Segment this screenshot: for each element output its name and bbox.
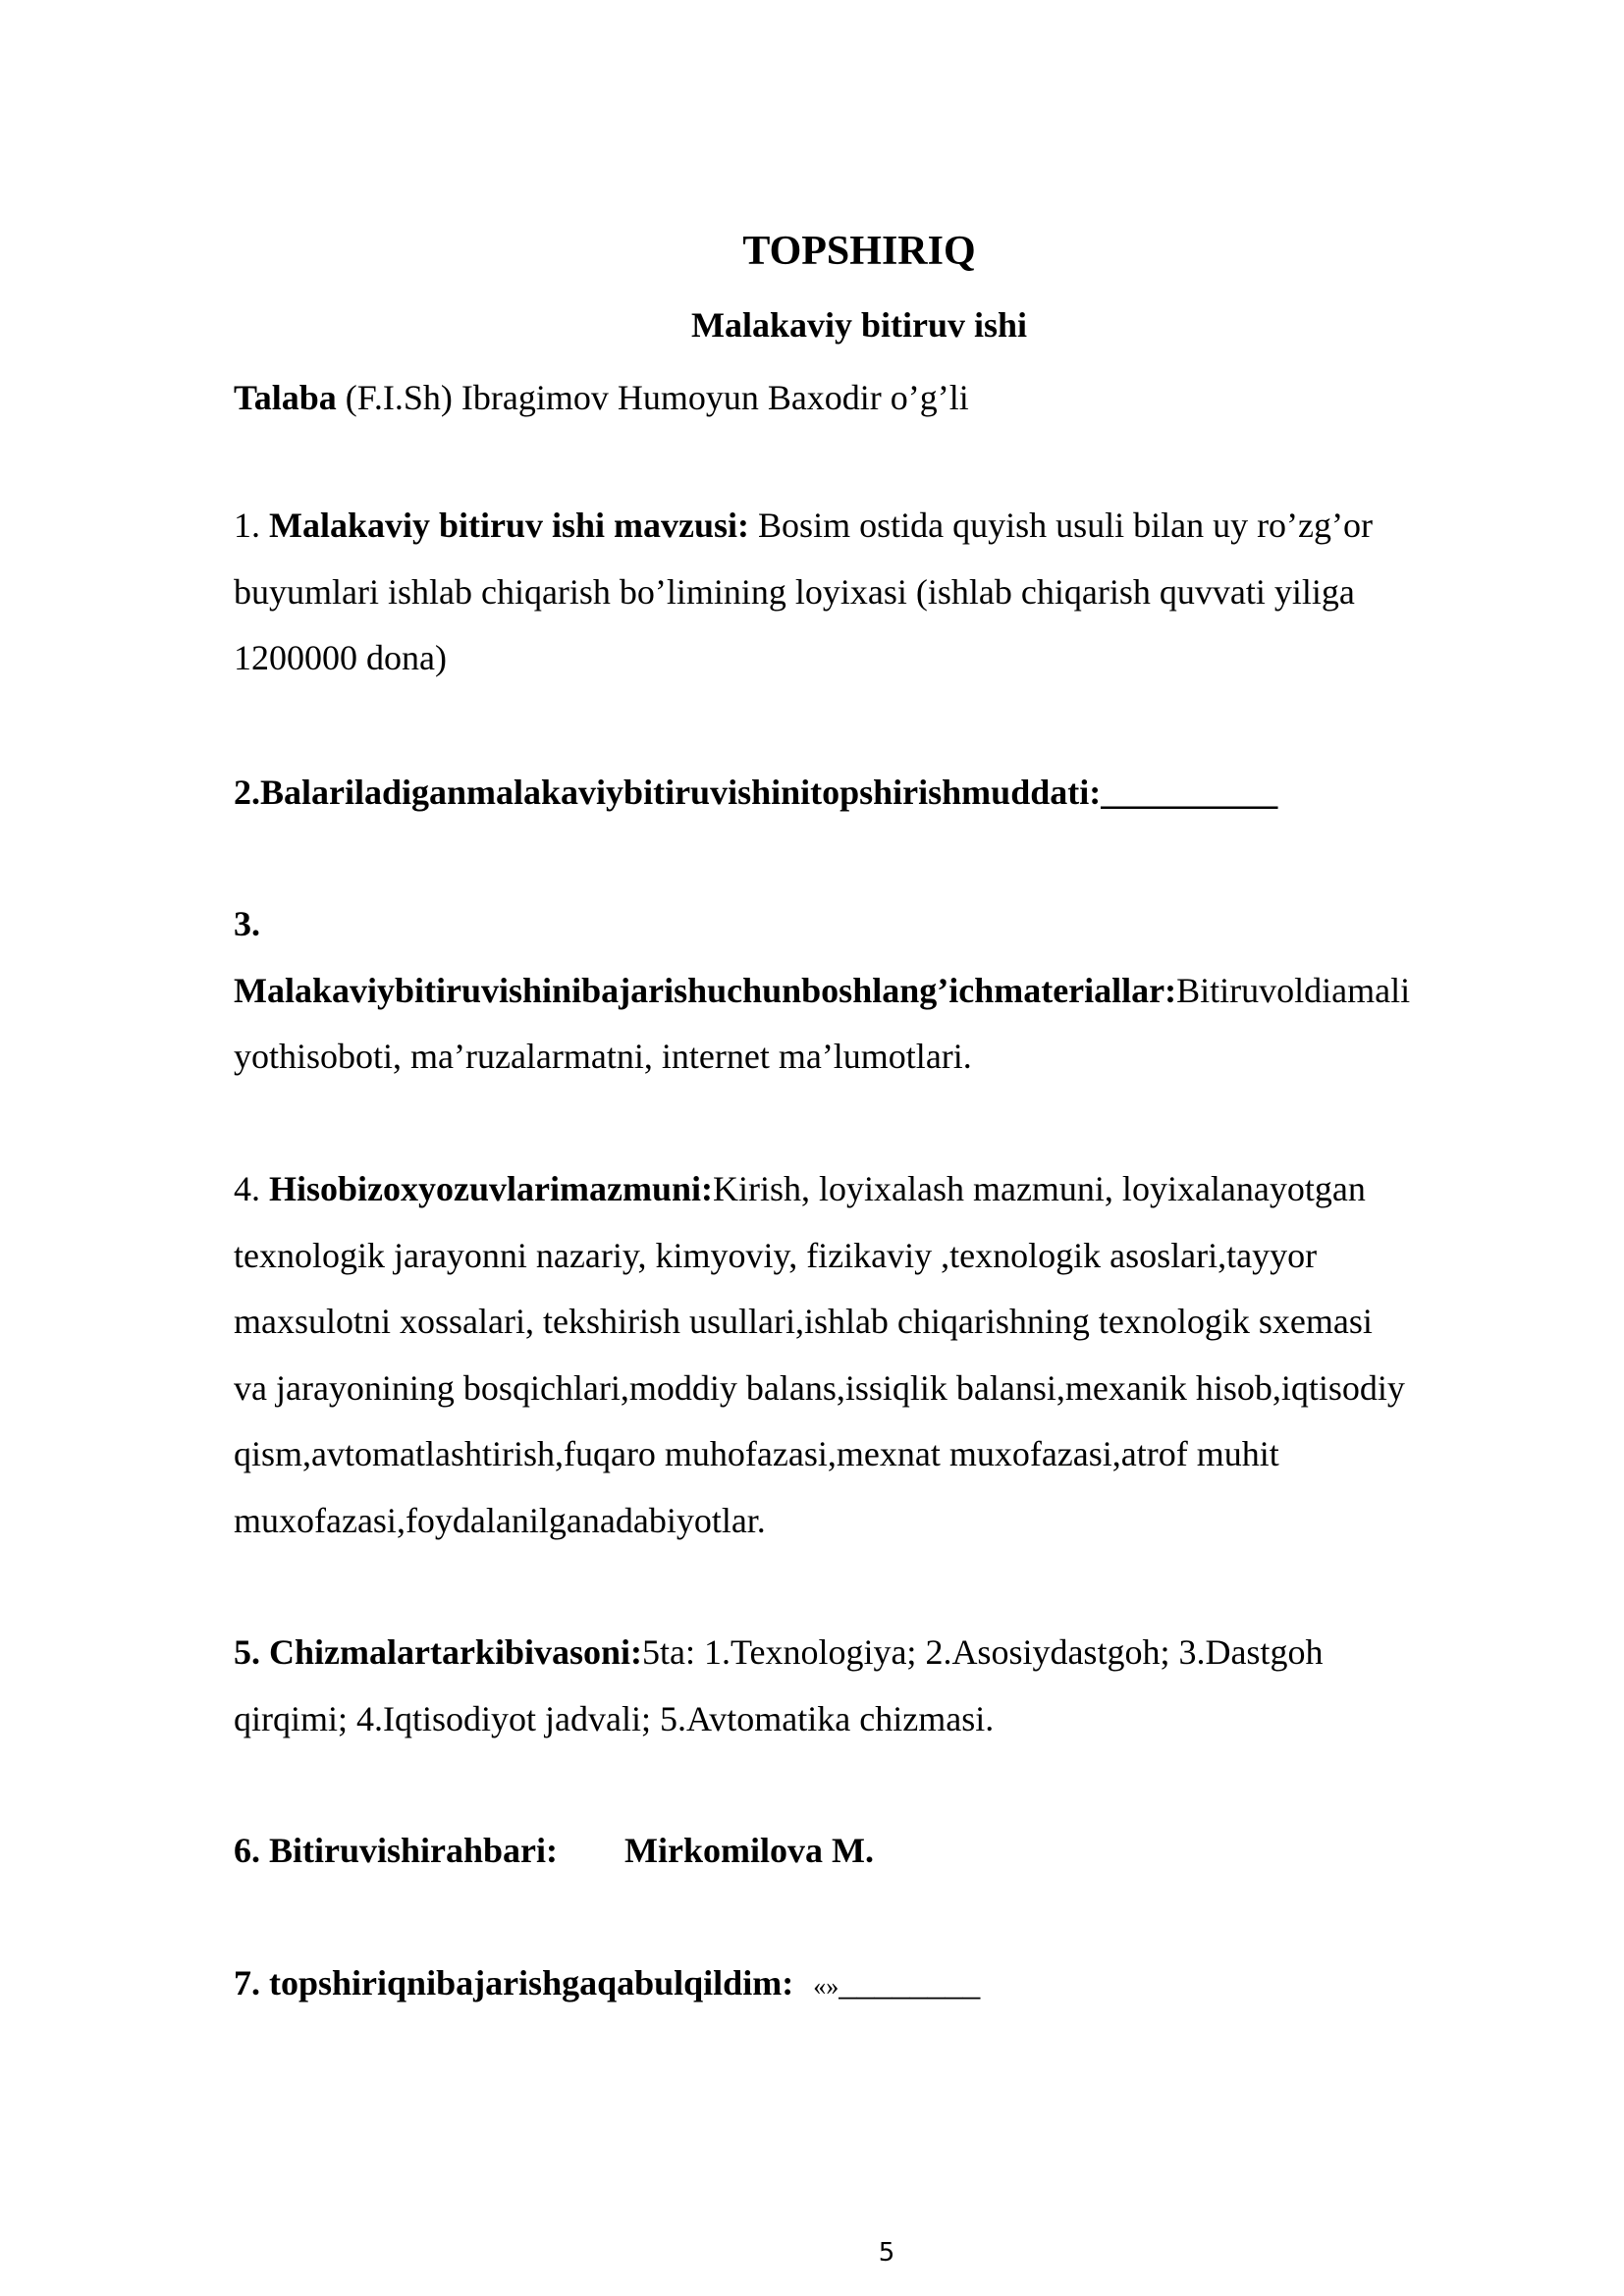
item-supervisor (234, 1818, 1530, 1885)
item-drawings-line1: 5ta: 1.Texnologiya; 2.Asosiydastgoh; 3.Dastgoh (642, 1632, 1324, 1672)
student-line (234, 365, 1530, 432)
page-title: TOPSHIRIQ (742, 229, 976, 274)
item-supervisor-label: 6. Bitiruvishirahbari: (234, 1831, 559, 1870)
item-deadline-label: .Balariladiganmalakaviybitiruvishinitopshirishmuddati:__________ (251, 773, 1278, 812)
student-name: (F.I.Sh) Ibragimov Humoyun Baxodir o’g’li (336, 378, 969, 417)
item-topic-line3: 1200000 dona) (234, 638, 447, 677)
item-accepted-blank: ________ (839, 1963, 981, 2002)
item-contents-line1: Kirish, loyixalash mazmuni, loyixalanayotgan (713, 1169, 1366, 1208)
page-number: 5 (878, 2238, 895, 2268)
student-label: Talaba (234, 378, 337, 417)
item-topic-label: Malakaviy bitiruv ishi mavzusi: (269, 506, 750, 545)
item-accepted-label: 7. topshiriqnibajarishgaqabulqildim: (234, 1963, 794, 2002)
item-drawings-line2: qirqimi; 4.Iqtisodiyot jadvali; 5.Avtomatika chizmasi. (234, 1698, 995, 1738)
item-contents-line5: qism,avtomatlashtirish,fuqaro muhofazasi,mexnat muxofazasi,atrof muhit (234, 1434, 1279, 1473)
item-materials-text2: yothisoboti, ma’ruzalarmatni, internet ma’lumotlari. (234, 1037, 972, 1076)
item-drawings (234, 1620, 1530, 1752)
item-accepted-quotes: «» (813, 1972, 839, 2001)
item-contents (234, 1156, 1530, 1554)
item-materials-label: Malakaviybitiruvishinibajarishuchunboshlang’ichmateriallar: (234, 970, 1177, 1010)
item-contents-number: 4. (234, 1169, 269, 1208)
item-contents-line3: maxsulotni xossalari, tekshirish usullari,ishlab chiqarishning texnologik sxemasi (234, 1302, 1373, 1341)
page-subtitle: Malakaviy bitiruv ishi (690, 305, 1028, 345)
item-supervisor-name: Mirkomilova M. (624, 1831, 874, 1870)
item-contents-line4: va jarayonining bosqichlari,moddiy balans,issiqlik balansi,mexanik hisob,iqtisodiy (234, 1367, 1405, 1408)
item-deadline (234, 760, 1530, 827)
item-drawings-label: 5. Chizmalartarkibivasoni: (234, 1632, 643, 1672)
item-topic-line2: buyumlari ishlab chiqarish bo’limining loyixasi (ishlab chiqarish quvvati yiliga (234, 571, 1355, 612)
item-deadline-number: 2 (234, 773, 251, 812)
item-materials-number: 3. (234, 904, 260, 943)
item-materials-text1: Bitiruvoldiamali (1176, 970, 1411, 1010)
item-materials (234, 891, 1530, 1091)
item-topic-line1: Bosim ostida quyish usuli bilan uy ro’zg’or (749, 506, 1374, 545)
item-topic-number: 1. (234, 506, 269, 545)
item-topic (234, 493, 1530, 692)
item-accepted (234, 1950, 1530, 2020)
item-contents-line6: muxofazasi,foydalanilganadabiyotlar. (234, 1500, 766, 1540)
item-contents-line2: texnologik jarayonni nazariy, kimyoviy, fizikaviy ,texnologik asoslari,tayyor (234, 1235, 1318, 1275)
item-contents-label: Hisobizoxyozuvlarimazmuni: (269, 1169, 713, 1208)
